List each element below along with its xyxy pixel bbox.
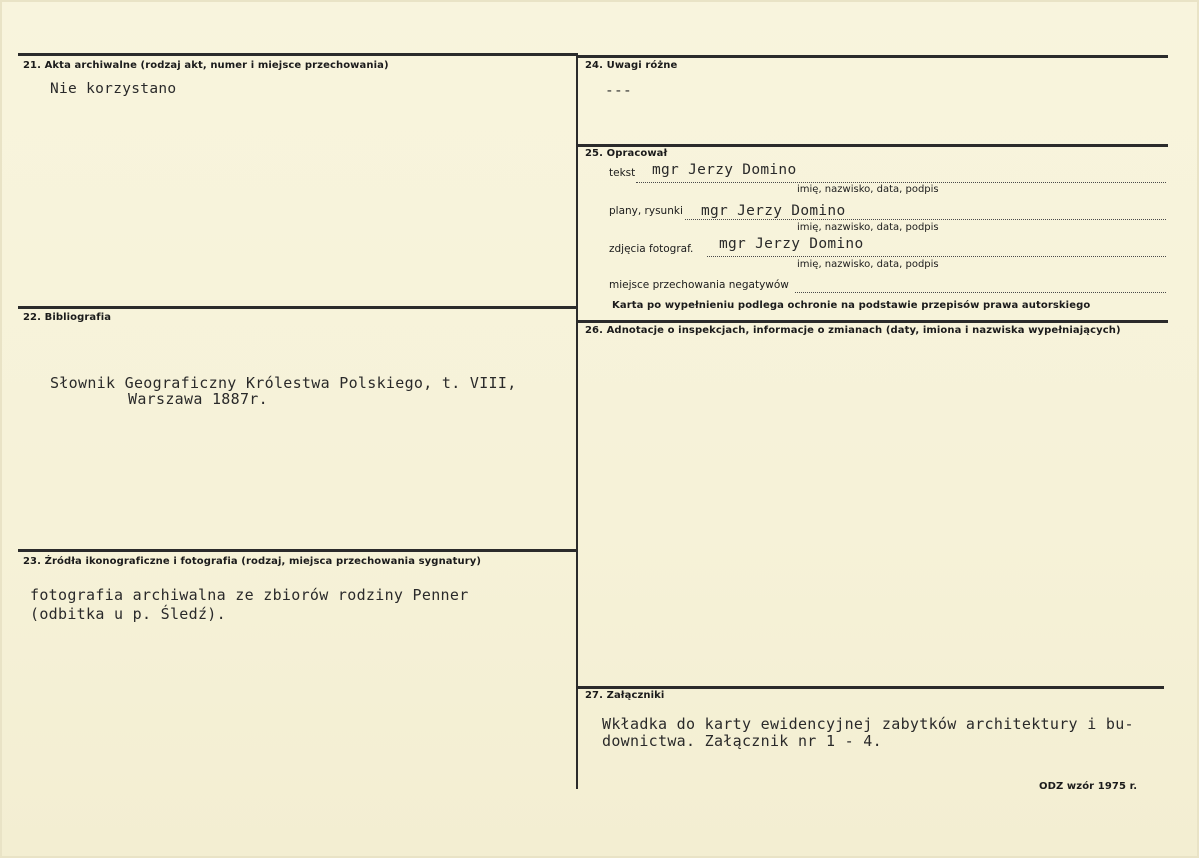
top-rule-left	[18, 53, 578, 56]
plany-dotted-line	[685, 219, 1166, 220]
section-27-line-2: downictwa. Załącznik nr 1 - 4.	[602, 732, 882, 750]
section-22-line-2: Warszawa 1887r.	[128, 390, 268, 408]
top-rule-right	[578, 55, 1168, 58]
plany-hint: imię, nazwisko, data, podpis	[797, 222, 939, 233]
copyright-notice: Karta po wypełnieniu podlega ochronie na podstawie przepisów prawa autorskiego	[612, 300, 1091, 311]
column-divider	[576, 54, 578, 789]
section-25-label: 25. Opracował	[585, 148, 668, 159]
tekst-dotted-line	[636, 182, 1166, 183]
tekst-value: mgr Jerzy Domino	[652, 162, 797, 178]
zdjecia-hint: imię, nazwisko, data, podpis	[797, 259, 939, 270]
section-23-label: 23. Źródła ikonograficzne i fotografia (rodzaj, miejsca przechowania sygnatury)	[23, 556, 482, 567]
section-24-label: 24. Uwagi różne	[585, 60, 678, 71]
section-27-label: 27. Załączniki	[585, 690, 665, 701]
tekst-hint: imię, nazwisko, data, podpis	[797, 184, 939, 195]
rule-22	[18, 306, 576, 309]
section-26-label: 26. Adnotacje o inspekcjach, informacje o zmianach (daty, imiona i nazwiska wypełniających)	[585, 325, 1121, 336]
section-22-line-1: Słownik Geograficzny Królestwa Polskiego, t. VIII,	[50, 374, 517, 392]
section-21-value: Nie korzystano	[50, 81, 177, 97]
tekst-label: tekst	[609, 167, 636, 179]
zdjecia-label: zdjęcia fotograf.	[609, 243, 694, 255]
negatywy-label: miejsce przechowania negatywów	[609, 279, 789, 291]
section-22-label: 22. Bibliografia	[23, 312, 112, 323]
zdjecia-value: mgr Jerzy Domino	[719, 236, 864, 252]
section-27-line-1: Wkładka do karty ewidencyjnej zabytków architektury i bu-	[602, 715, 1134, 733]
section-23-line-1: fotografia archiwalna ze zbiorów rodziny Penner	[30, 586, 469, 604]
rule-27	[578, 686, 1164, 689]
negatywy-dotted-line	[795, 292, 1166, 293]
section-24-value: ---	[605, 83, 633, 99]
section-21-label: 21. Akta archiwalne (rodzaj akt, numer i miejsce przechowania)	[23, 60, 389, 71]
zdjecia-dotted-line	[707, 256, 1166, 257]
rule-26	[578, 320, 1168, 323]
rule-23	[18, 549, 576, 552]
plany-label: plany, rysunki	[609, 205, 683, 217]
rule-25	[578, 144, 1168, 147]
plany-value: mgr Jerzy Domino	[701, 203, 846, 219]
section-23-line-2: (odbitka u p. Śledź).	[30, 605, 226, 623]
form-mark: ODZ wzór 1975 r.	[1039, 781, 1138, 792]
